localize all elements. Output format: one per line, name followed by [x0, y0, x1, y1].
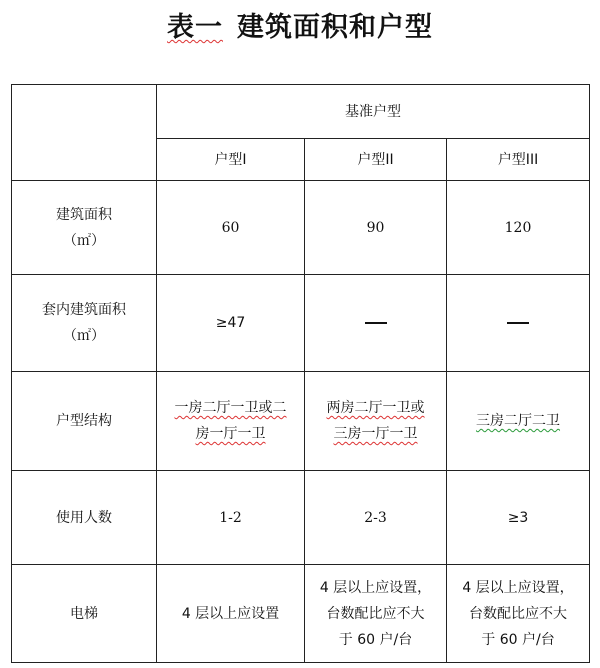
type-header-2: 户型II: [305, 139, 447, 181]
page-title: [0, 8, 600, 48]
cell-area-1: 60: [157, 181, 305, 275]
cell-structure-2: 两房二厅一卫或 三房一厅一卫: [305, 372, 447, 471]
cell-area-2: 90: [305, 181, 447, 275]
cell-elevator-3: 4 层以上应设置， 台数配比应不大 于 60 户/台: [447, 565, 590, 663]
cell-inner-area-3: [447, 275, 590, 372]
table-row: [12, 471, 590, 565]
row-label-area: 建筑面积 （㎡）: [12, 181, 157, 275]
cell-structure-1: 一房二厅一卫或二 房一厅一卫: [157, 372, 305, 471]
cell-inner-area-2: [305, 275, 447, 372]
type-header-1: 户型I: [157, 139, 305, 181]
cell-area-3: 120: [447, 181, 590, 275]
cell-inner-area-1: ≥47: [157, 275, 305, 372]
corner-cell: [12, 85, 157, 181]
type-header-3: 户型III: [447, 139, 590, 181]
table-row: [12, 565, 590, 663]
cell-elevator-1: 4 层以上应设置: [157, 565, 305, 663]
cell-occupants-2: 2-3: [305, 471, 447, 565]
row-label-occupants: 使用人数: [12, 471, 157, 565]
title-main: 表一: [167, 12, 223, 43]
cell-structure-3: 三房二厅二卫: [447, 372, 590, 471]
cell-elevator-2: 4 层以上应设置， 台数配比应不大 于 60 户/台: [305, 565, 447, 663]
table-row: [12, 181, 590, 275]
cell-occupants-3: ≥3: [447, 471, 590, 565]
row-label-inner-area: 套内建筑面积 （㎡）: [12, 275, 157, 372]
housing-table: [11, 84, 590, 663]
cell-occupants-1: 1-2: [157, 471, 305, 565]
table-row: [12, 275, 590, 372]
table-row: [12, 372, 590, 471]
row-label-elevator: 电梯: [12, 565, 157, 663]
dash-mark: [507, 322, 529, 324]
title-sub: 建筑面积和户型: [237, 12, 433, 43]
row-label-structure: 户型结构: [12, 372, 157, 471]
dash-mark: [365, 322, 387, 324]
header-group: 基准户型: [157, 85, 590, 139]
